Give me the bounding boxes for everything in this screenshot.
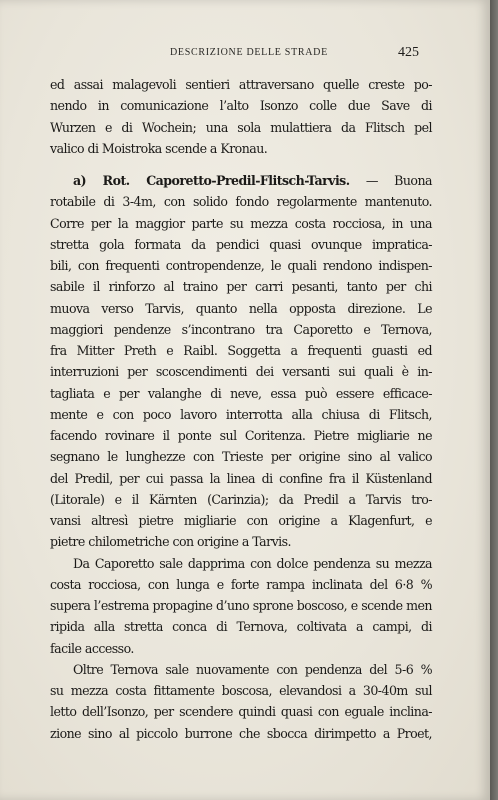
- paragraph-gap: [50, 159, 432, 170]
- text-line: vansi altresì pietre migliarie con origine a Klagenfurt, e: [50, 513, 432, 528]
- text-line: maggiori pendenze s’incontrano tra Caporetto e Ternova,: [50, 321, 432, 337]
- text-line: rotabile di 3-4m, con solido fondo regolarmente mantenuto.: [50, 194, 432, 210]
- text-line: valico di Moistroka scende a Kronau.: [50, 140, 268, 156]
- text-line: Oltre Ternova sale nuovamente con pendenza del 5-6 %: [73, 661, 432, 677]
- text-line: segnano le lunghezze con Trieste per origine sino al valico: [50, 449, 432, 465]
- paragraph-c: [50, 659, 432, 744]
- text-line: Wurzen e di Wochein; una sola mulattiera da Flitsch pel: [50, 119, 432, 135]
- text-line: supera l’estrema propagine d’uno sprone boscoso, e scende men: [50, 598, 432, 613]
- text-line: letto dell’Isonzo, per scendere quindi quasi con eguale inclina-: [50, 704, 432, 720]
- text-line: Corre per la maggior parte su mezza costa rocciosa, in una: [50, 215, 432, 231]
- book-edge: [490, 0, 498, 800]
- text-line: facendo rovinare il ponte sul Coritenza. Pietre migliarie ne: [50, 428, 432, 443]
- text-line: facile accesso.: [50, 640, 134, 656]
- text-line: ed assai malagevoli sentieri attraversano quelle creste po-: [50, 77, 432, 92]
- body-text: [50, 74, 432, 744]
- page-number: 425: [398, 45, 419, 60]
- text-line: tagliata e per valanghe di neve, essa può essere efficace-: [50, 385, 432, 401]
- section-heading-line: [50, 170, 432, 191]
- section-heading: a) Rot. Caporetto-Predil-Flitsch-Tarvis.: [73, 173, 350, 188]
- text-line: sabile il rinforzo al traino per carri pesanti, tanto per chi: [50, 279, 432, 295]
- text-line: muova verso Tarvis, quanto nella opposta direzione. Le: [50, 300, 432, 316]
- paragraph-section-a: [50, 170, 432, 553]
- paragraph-intro: [50, 74, 432, 159]
- text-line: zione sino al piccolo burrone che sbocca dirimpetto a Proet,: [50, 725, 432, 741]
- text-line: interruzioni per scoscendimenti dei versanti sui quali è in-: [50, 364, 432, 380]
- text-line: fra Mitter Preth e Raibl. Soggetta a frequenti guasti ed: [50, 343, 432, 358]
- text-line: (Litorale) e il Kärnten (Carinzia); da Predil a Tarvis tro-: [50, 491, 432, 507]
- text-line: stretta gola formata da pendici quasi ovunque impratica-: [50, 236, 432, 252]
- running-head: DESCRIZIONE DELLE STRADE: [170, 47, 328, 58]
- text-line: Da Caporetto sale dapprima con dolce pendenza su mezza: [73, 555, 432, 571]
- text-line: pietre chilometriche con origine a Tarvis.: [50, 534, 292, 550]
- paragraph-b: [50, 553, 432, 659]
- text-line: mente e con poco lavoro interrotta alla chiusa di Flitsch,: [50, 406, 432, 422]
- section-heading-rest: — Buona: [349, 173, 432, 188]
- text-line: su mezza costa fittamente boscosa, elevandosi a 30-40m sul: [50, 683, 432, 698]
- text-line: nendo in comunicazione l’alto Isonzo colle due Save di: [50, 98, 432, 114]
- text-line: bili, con frequenti contropendenze, le quali rendono indispen-: [50, 258, 432, 273]
- text-line: costa rocciosa, con lunga e forte rampa inclinata del 6·8 %: [50, 576, 432, 592]
- text-line: del Predil, per cui passa la linea di confine fra il Küstenland: [50, 470, 432, 486]
- text-line: ripida alla stretta conca di Ternova, coltivata a campi, di: [50, 619, 432, 635]
